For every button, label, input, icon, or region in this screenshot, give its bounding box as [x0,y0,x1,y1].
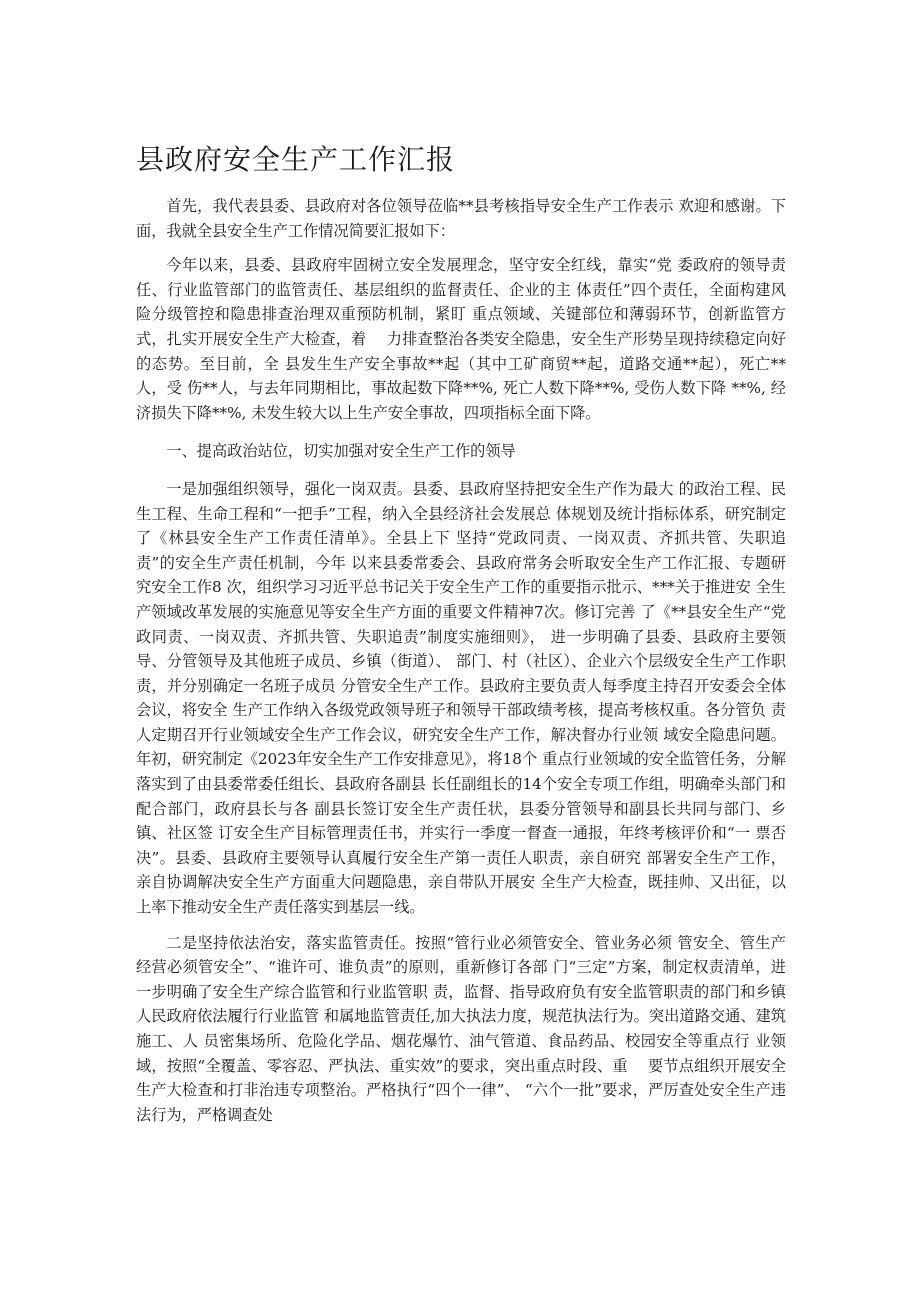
overview-paragraph: 今年以来，县委、县政府牢固树立安全发展理念，坚守安全红线，靠实“党 委政府的领导责任、行业监管部门的监管责任、基层组织的监督责任、企业的主 体责任”四个责任，全面构建风险分级管控和隐患排查治理双重预防机制，紧盯 重点领域、关键部位和薄弱环节，创新监管方式，扎实开展安全生产大检查，着 力排查整治各类安全隐患，安全生产形势呈现持续稳定向好的态势。至目前，全 县发生生产安全事故**起（其中工矿商贸**起，道路交通**起），死亡**人，受 伤**人，与去年同期相比，事故起数下降**%, 死亡人数下降**%, 受伤人数下降 **%, 经济损失下降**%, 未发生较大以上生产安全事故，四项指标全面下降。 [136,256,786,422]
rule-of-law-paragraph: 二是坚持依法治安，落实监管责任。按照“管行业必须管安全、管业务必须 管安全、管生产经营必须管安全”、“谁许可、谁负责”的原则，重新修订各部 门“三定”方案，制定权责清单，进一步明确了安全生产综合监管和行业监管职 责，监督、指导政府负有安全监管职责的部门和乡镇人民政府依法履行行业监管 和属地监管责任,加大执法力度，规范执法行为。突出道路交通、建筑施工、人 员密集场所、危险化学品、烟花爆竹、油气管道、食品药品、校园安全等重点行 业领域，按照“全覆盖、零容忍、严执法、重实效”的要求，突出重点时段、重 要节点组织开展安全生产大检查和打非治违专项整治。严格执行“四个一律”、 “六个一批”要求，严厉查处安全生产违法行为，严格调查处 [136,933,786,1124]
organizational-leadership-paragraph: 一是加强组织领导，强化一岗双责。县委、县政府坚持把安全生产作为最大 的政治工程、民生工程、生命工程和“一把手”工程，纳入全县经济社会发展总 体规划及统计指标体系，研究制定了《林县安全生产工作责任清单》。全县上下 坚持“党政同责、一岗双责、齐抓共管、失职追责”的安全生产责任机制，今年 以来县委常委会、县政府常务会听取安全生产工作汇报、专题研究安全工作8 次，组织学习习近平总书记关于安全生产工作的重要指示批示、***关于推进安 全生产领域改革发展的实施意见等安全生产方面的重要文件精神7次。修订完善 了《**县安全生产“党政同责、一岗双责、齐抓共管、失职追责”制度实施细则》， 进一步明确了县委、县政府主要领导、分管领导及其他班子成员、乡镇（街道）、 部门、村（社区）、企业六个层级安全生产工作职责，并分别确定一名班子成员 分管安全生产工作。县政府主要负责人每季度主持召开安委会全体会议，将安全 生产工作纳入各级党政领导班子和领导干部政绩考核，提高考核权重。各分管负 责人定期召开行业领域安全生产工作会议，研究安全生产工作，解决督办行业领 域安全隐患问题。年初，研究制定《2023年安全生产工作安排意见》，将18个 重点行业领域的安全监管任务，分解落实到了由县委常委任组长、县政府各副县 长任副组长的14个安全专项工作组，明确牵头部门和配合部门，政府县长与各 副县长签订安全生产责任状，县委分管领导和副县长共同与部门、乡镇、社区签 订安全生产目标管理责任书，并实行一季度一督查一通报，年终考核评价和“一 票否决”。县委、县政府主要领导认真履行安全生产第一责任人职责，亲自研究 部署安全生产工作，亲自协调解决安全生产方面重大问题隐患，亲自带队开展安 全生产大检查，既挂帅、又出征，以上率下推动安全生产责任落实到基层一线。 [136,479,786,917]
document-page [136,136,786,1127]
document-title: 县政府安全生产工作汇报 [136,143,456,176]
section-heading: 一、提高政治站位，切实加强对安全生产工作的领导 [166,442,516,461]
intro-paragraph: 首先，我代表县委、县政府对各位领导莅临**县考核指导安全生产工作表示 欢迎和感谢。下面，我就全县安全生产工作情况简要汇报如下： [136,197,786,240]
